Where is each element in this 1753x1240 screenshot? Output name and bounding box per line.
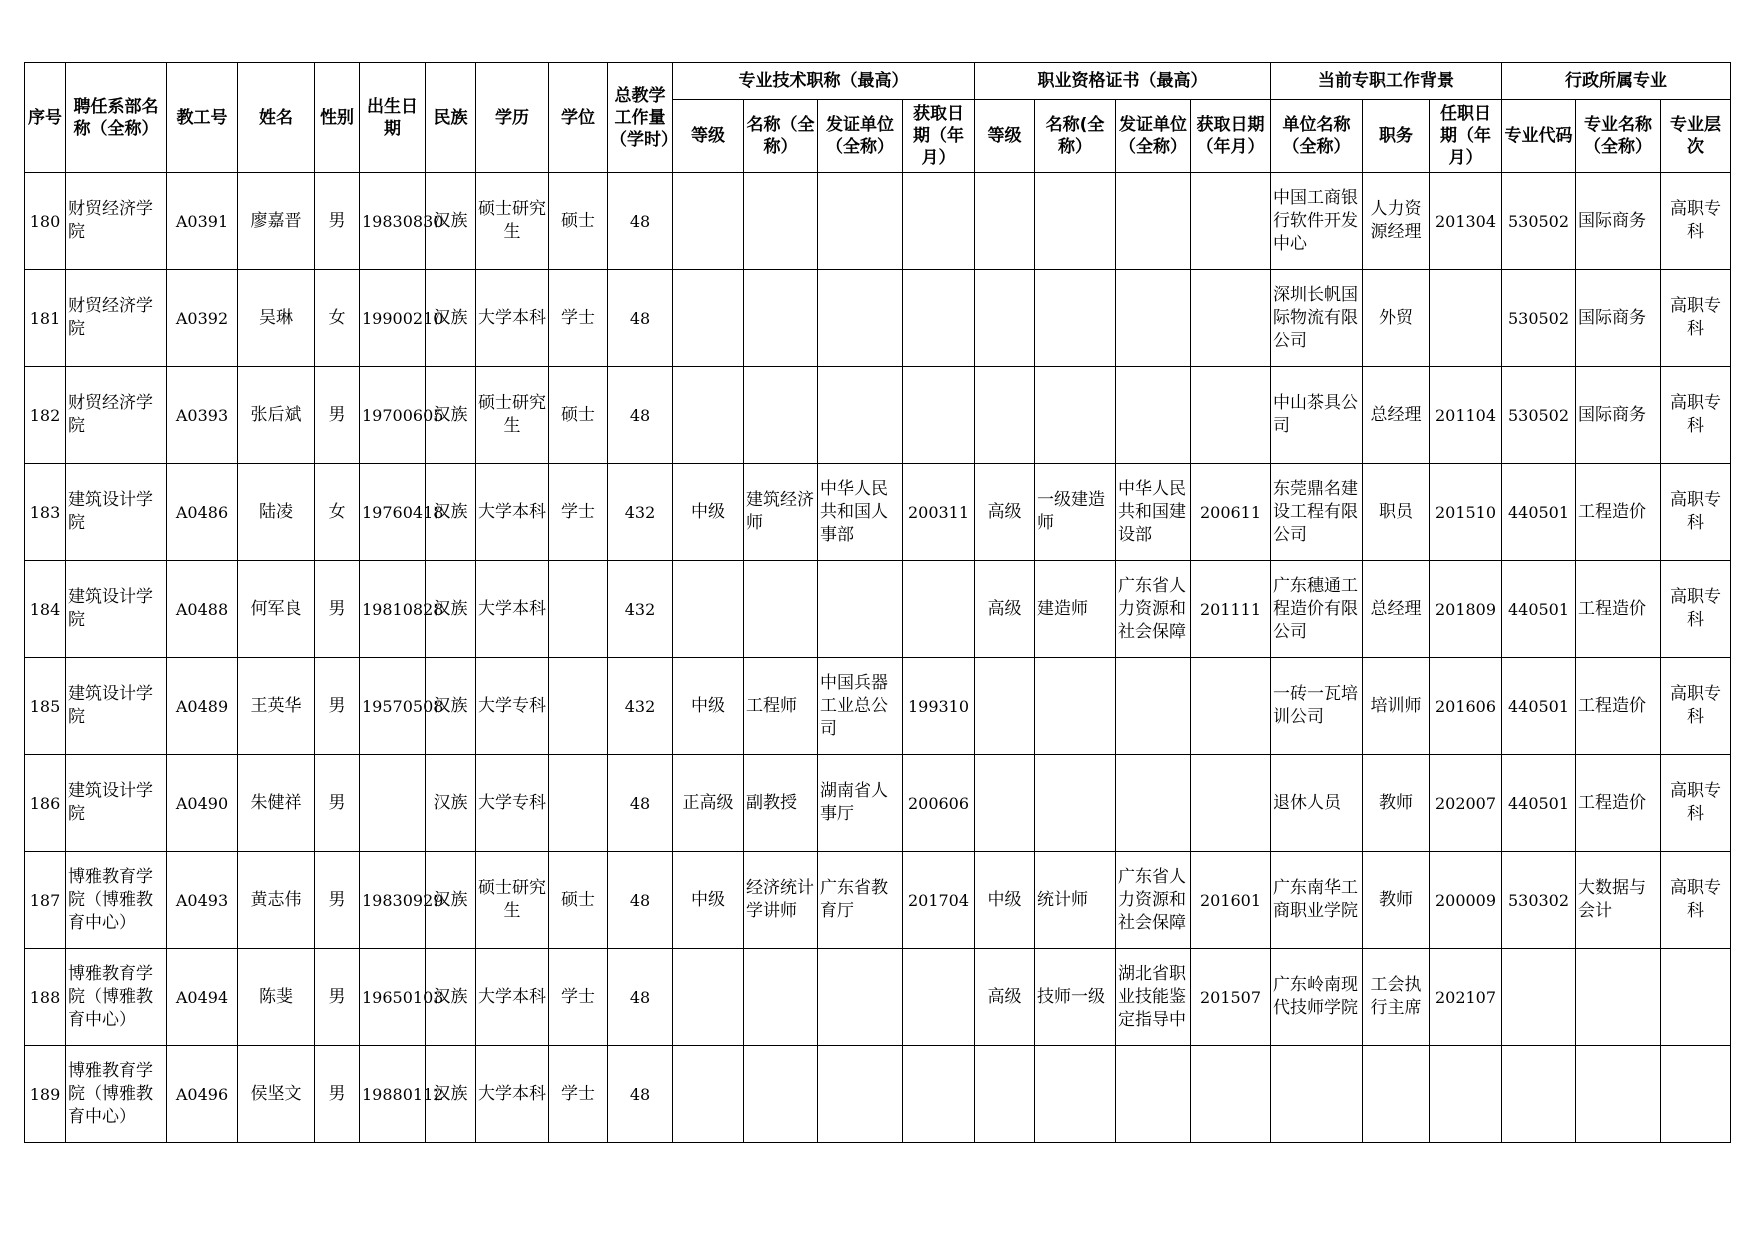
cell-title-obtained <box>903 367 975 464</box>
cell-degree: 学士 <box>549 270 608 367</box>
cell-gender: 男 <box>315 561 360 658</box>
cell-gender: 男 <box>315 367 360 464</box>
cell-start <box>1430 270 1502 367</box>
cell-degree: 硕士 <box>549 367 608 464</box>
cell-position: 工会执行主席 <box>1363 949 1430 1046</box>
cell-birth <box>360 755 426 852</box>
cell-degree: 硕士 <box>549 852 608 949</box>
cell-major-name: 工程造价 <box>1576 561 1661 658</box>
cell-title-name: 副教授 <box>744 755 818 852</box>
cell-company: 深圳长帆国际物流有限公司 <box>1271 270 1363 367</box>
cell-cert-level <box>975 367 1035 464</box>
cell-major-code <box>1502 1046 1576 1143</box>
cell-major-level: 高职专科 <box>1661 658 1731 755</box>
header-company: 单位名称（全称） <box>1271 100 1363 173</box>
cell-title-name <box>744 1046 818 1143</box>
cell-title-issuer: 广东省教育厅 <box>818 852 903 949</box>
cell-birth: 19570508 <box>360 658 426 755</box>
cell-cert-issuer <box>1116 367 1191 464</box>
cell-title-name <box>744 173 818 270</box>
cell-seq: 180 <box>25 173 66 270</box>
cell-hours: 48 <box>608 367 673 464</box>
cell-degree: 学士 <box>549 464 608 561</box>
cell-name: 廖嘉晋 <box>238 173 315 270</box>
cell-hours: 432 <box>608 464 673 561</box>
cell-name: 黄志伟 <box>238 852 315 949</box>
cell-birth: 19810828 <box>360 561 426 658</box>
cell-title-level <box>673 270 744 367</box>
cell-cert-obtained <box>1191 173 1271 270</box>
cell-hours: 48 <box>608 949 673 1046</box>
cell-title-name <box>744 270 818 367</box>
cell-name: 何军良 <box>238 561 315 658</box>
cell-title-issuer: 湖南省人事厅 <box>818 755 903 852</box>
cell-cert-level <box>975 173 1035 270</box>
cell-ethnicity: 汉族 <box>426 755 476 852</box>
table-row <box>25 464 1731 561</box>
cell-ethnicity: 汉族 <box>426 464 476 561</box>
cell-major-level: 高职专科 <box>1661 270 1731 367</box>
cell-seq: 184 <box>25 561 66 658</box>
cell-gender: 男 <box>315 173 360 270</box>
cell-hours: 48 <box>608 852 673 949</box>
cell-major-code: 440501 <box>1502 755 1576 852</box>
cell-title-obtained: 200311 <box>903 464 975 561</box>
cell-dept: 博雅教育学院（博雅教育中心） <box>66 949 167 1046</box>
cell-company: 退休人员 <box>1271 755 1363 852</box>
cell-cert-issuer <box>1116 173 1191 270</box>
cell-company: 一砖一瓦培训公司 <box>1271 658 1363 755</box>
header-cert-issuer: 发证单位（全称） <box>1116 100 1191 173</box>
cell-major-level: 高职专科 <box>1661 367 1731 464</box>
cell-major-name <box>1576 1046 1661 1143</box>
cell-company: 中国工商银行软件开发中心 <box>1271 173 1363 270</box>
cell-major-name: 工程造价 <box>1576 755 1661 852</box>
cell-ethnicity: 汉族 <box>426 949 476 1046</box>
cell-hours: 48 <box>608 1046 673 1143</box>
cell-education: 大学本科 <box>476 464 549 561</box>
cell-education: 大学本科 <box>476 949 549 1046</box>
header-dept: 聘任系部名称（全称） <box>66 63 167 173</box>
cell-cert-issuer: 中华人民共和国建设部 <box>1116 464 1191 561</box>
header-degree: 学位 <box>549 63 608 173</box>
cell-dept: 建筑设计学院 <box>66 561 167 658</box>
header-position: 职务 <box>1363 100 1430 173</box>
cell-dept: 建筑设计学院 <box>66 755 167 852</box>
cell-title-obtained: 200606 <box>903 755 975 852</box>
header-seq: 序号 <box>25 63 66 173</box>
cell-cert-issuer <box>1116 270 1191 367</box>
cell-position: 总经理 <box>1363 561 1430 658</box>
cell-title-level <box>673 367 744 464</box>
header-title-obtained: 获取日期（年月） <box>903 100 975 173</box>
cell-title-level <box>673 173 744 270</box>
cell-ethnicity: 汉族 <box>426 1046 476 1143</box>
table-row <box>25 755 1731 852</box>
table-row <box>25 949 1731 1046</box>
cell-dept: 建筑设计学院 <box>66 464 167 561</box>
cell-major-level: 高职专科 <box>1661 561 1731 658</box>
table-row <box>25 1046 1731 1143</box>
cell-title-issuer <box>818 270 903 367</box>
cell-cert-level: 高级 <box>975 949 1035 1046</box>
cell-company <box>1271 1046 1363 1143</box>
header-title-issuer: 发证单位（全称） <box>818 100 903 173</box>
cell-staff-id: A0490 <box>167 755 238 852</box>
cell-cert-obtained <box>1191 1046 1271 1143</box>
cell-title-issuer <box>818 367 903 464</box>
cell-major-code: 530502 <box>1502 173 1576 270</box>
table-row <box>25 173 1731 270</box>
header-major-code: 专业代码 <box>1502 100 1576 173</box>
cell-hours: 48 <box>608 270 673 367</box>
header-gender: 性别 <box>315 63 360 173</box>
cell-ethnicity: 汉族 <box>426 658 476 755</box>
cell-cert-name <box>1035 755 1116 852</box>
cell-start <box>1430 1046 1502 1143</box>
cell-major-name <box>1576 949 1661 1046</box>
cell-name: 朱健祥 <box>238 755 315 852</box>
cell-title-issuer: 中国兵器工业总公司 <box>818 658 903 755</box>
cell-title-level: 中级 <box>673 852 744 949</box>
header-cert-obtained: 获取日期（年月） <box>1191 100 1271 173</box>
cell-staff-id: A0494 <box>167 949 238 1046</box>
cell-birth: 19880112 <box>360 1046 426 1143</box>
cell-cert-name <box>1035 658 1116 755</box>
header-job-group: 当前专职工作背景 <box>1271 63 1502 100</box>
cell-title-level <box>673 949 744 1046</box>
cell-dept: 财贸经济学院 <box>66 367 167 464</box>
cell-staff-id: A0489 <box>167 658 238 755</box>
cell-company: 东莞鼎名建设工程有限公司 <box>1271 464 1363 561</box>
cell-cert-level: 高级 <box>975 561 1035 658</box>
cell-title-obtained: 199310 <box>903 658 975 755</box>
cell-hours: 432 <box>608 561 673 658</box>
cell-company: 广东穗通工程造价有限公司 <box>1271 561 1363 658</box>
cell-education: 大学本科 <box>476 270 549 367</box>
cell-start: 200009 <box>1430 852 1502 949</box>
header-hours: 总教学工作量（学时） <box>608 63 673 173</box>
table-row <box>25 658 1731 755</box>
cell-dept: 博雅教育学院（博雅教育中心） <box>66 852 167 949</box>
cell-major-code: 440501 <box>1502 464 1576 561</box>
cell-start: 202107 <box>1430 949 1502 1046</box>
cell-degree: 硕士 <box>549 173 608 270</box>
cell-name: 陈斐 <box>238 949 315 1046</box>
header-major-level: 专业层次 <box>1661 100 1731 173</box>
table-row <box>25 561 1731 658</box>
header-education: 学历 <box>476 63 549 173</box>
cell-staff-id: A0392 <box>167 270 238 367</box>
header-start: 任职日期（年月） <box>1430 100 1502 173</box>
cell-birth: 19830929 <box>360 852 426 949</box>
cell-cert-obtained <box>1191 270 1271 367</box>
cell-cert-name <box>1035 173 1116 270</box>
cell-gender: 男 <box>315 949 360 1046</box>
cell-title-obtained <box>903 270 975 367</box>
cell-cert-name <box>1035 1046 1116 1143</box>
cell-ethnicity: 汉族 <box>426 270 476 367</box>
cell-title-name <box>744 949 818 1046</box>
cell-start: 201304 <box>1430 173 1502 270</box>
cell-staff-id: A0391 <box>167 173 238 270</box>
cell-dept: 财贸经济学院 <box>66 173 167 270</box>
cell-education: 硕士研究生 <box>476 852 549 949</box>
cell-hours: 432 <box>608 658 673 755</box>
cell-title-issuer: 中华人民共和国人事部 <box>818 464 903 561</box>
cell-major-code <box>1502 949 1576 1046</box>
cell-position: 培训师 <box>1363 658 1430 755</box>
cell-title-obtained <box>903 949 975 1046</box>
header-cert-level: 等级 <box>975 100 1035 173</box>
cell-major-code: 530502 <box>1502 270 1576 367</box>
cell-cert-issuer: 广东省人力资源和社会保障 <box>1116 852 1191 949</box>
cell-gender: 男 <box>315 658 360 755</box>
cell-seq: 183 <box>25 464 66 561</box>
cell-position: 人力资源经理 <box>1363 173 1430 270</box>
cell-title-obtained <box>903 1046 975 1143</box>
cell-title-name: 工程师 <box>744 658 818 755</box>
cell-gender: 女 <box>315 464 360 561</box>
header-major-name: 专业名称（全称） <box>1576 100 1661 173</box>
cell-cert-level <box>975 270 1035 367</box>
cell-position: 职员 <box>1363 464 1430 561</box>
cell-gender: 男 <box>315 755 360 852</box>
cell-title-obtained: 201704 <box>903 852 975 949</box>
cell-cert-name <box>1035 270 1116 367</box>
cell-staff-id: A0486 <box>167 464 238 561</box>
cell-title-level <box>673 561 744 658</box>
cell-education: 大学本科 <box>476 1046 549 1143</box>
cell-major-level <box>1661 1046 1731 1143</box>
cell-start: 202007 <box>1430 755 1502 852</box>
cell-degree: 学士 <box>549 1046 608 1143</box>
cell-major-level: 高职专科 <box>1661 464 1731 561</box>
cell-degree <box>549 755 608 852</box>
cell-major-name: 国际商务 <box>1576 270 1661 367</box>
header-major-group: 行政所属专业 <box>1502 63 1731 100</box>
cell-start: 201510 <box>1430 464 1502 561</box>
cell-title-name: 建筑经济师 <box>744 464 818 561</box>
cell-major-code: 530302 <box>1502 852 1576 949</box>
cell-gender: 男 <box>315 1046 360 1143</box>
cell-title-name <box>744 561 818 658</box>
cell-cert-level: 高级 <box>975 464 1035 561</box>
cell-major-level <box>1661 949 1731 1046</box>
cell-position: 外贸 <box>1363 270 1430 367</box>
cell-cert-obtained: 201601 <box>1191 852 1271 949</box>
cell-position: 总经理 <box>1363 367 1430 464</box>
cell-cert-issuer: 湖北省职业技能鉴定指导中 <box>1116 949 1191 1046</box>
cell-start: 201809 <box>1430 561 1502 658</box>
cell-staff-id: A0488 <box>167 561 238 658</box>
cell-position: 教师 <box>1363 755 1430 852</box>
header-cert-group: 职业资格证书（最高） <box>975 63 1271 100</box>
header-name: 姓名 <box>238 63 315 173</box>
cell-staff-id: A0493 <box>167 852 238 949</box>
cell-birth: 19650103 <box>360 949 426 1046</box>
cell-seq: 185 <box>25 658 66 755</box>
cell-name: 侯坚文 <box>238 1046 315 1143</box>
header-title-name: 名称（全称） <box>744 100 818 173</box>
cell-title-obtained <box>903 173 975 270</box>
cell-degree <box>549 561 608 658</box>
cell-cert-name <box>1035 367 1116 464</box>
header-staff-id: 教工号 <box>167 63 238 173</box>
cell-cert-level <box>975 658 1035 755</box>
cell-company: 中山茶具公司 <box>1271 367 1363 464</box>
cell-education: 大学本科 <box>476 561 549 658</box>
cell-education: 硕士研究生 <box>476 367 549 464</box>
cell-cert-level <box>975 755 1035 852</box>
cell-company: 广东南华工商职业学院 <box>1271 852 1363 949</box>
header-ethnicity: 民族 <box>426 63 476 173</box>
cell-name: 吴琳 <box>238 270 315 367</box>
cell-seq: 187 <box>25 852 66 949</box>
cell-cert-obtained <box>1191 658 1271 755</box>
cell-seq: 188 <box>25 949 66 1046</box>
cell-cert-obtained <box>1191 367 1271 464</box>
cell-birth: 19760418 <box>360 464 426 561</box>
cell-ethnicity: 汉族 <box>426 561 476 658</box>
cell-cert-issuer: 广东省人力资源和社会保障 <box>1116 561 1191 658</box>
cell-birth: 19700605 <box>360 367 426 464</box>
cell-cert-obtained: 200611 <box>1191 464 1271 561</box>
header-tech-title-group: 专业技术职称（最高） <box>673 63 975 100</box>
cell-birth: 19900210 <box>360 270 426 367</box>
cell-major-code: 440501 <box>1502 658 1576 755</box>
header-birth: 出生日期 <box>360 63 426 173</box>
cell-cert-name: 一级建造师 <box>1035 464 1116 561</box>
cell-gender: 女 <box>315 270 360 367</box>
header-cert-name: 名称(全称） <box>1035 100 1116 173</box>
cell-gender: 男 <box>315 852 360 949</box>
table-row <box>25 852 1731 949</box>
cell-education: 硕士研究生 <box>476 173 549 270</box>
cell-position <box>1363 1046 1430 1143</box>
cell-ethnicity: 汉族 <box>426 852 476 949</box>
cell-title-level: 正高级 <box>673 755 744 852</box>
cell-major-code: 530502 <box>1502 367 1576 464</box>
cell-major-name: 国际商务 <box>1576 173 1661 270</box>
cell-title-issuer <box>818 1046 903 1143</box>
staff-table <box>24 62 1731 1143</box>
cell-title-name: 经济统计学讲师 <box>744 852 818 949</box>
table-body <box>25 173 1731 1143</box>
cell-major-level: 高职专科 <box>1661 852 1731 949</box>
cell-birth: 19830830 <box>360 173 426 270</box>
cell-cert-obtained: 201111 <box>1191 561 1271 658</box>
cell-title-issuer <box>818 949 903 1046</box>
cell-major-name: 工程造价 <box>1576 658 1661 755</box>
cell-title-issuer <box>818 173 903 270</box>
cell-major-code: 440501 <box>1502 561 1576 658</box>
cell-education: 大学专科 <box>476 755 549 852</box>
cell-major-name: 国际商务 <box>1576 367 1661 464</box>
cell-start: 201104 <box>1430 367 1502 464</box>
cell-cert-issuer <box>1116 755 1191 852</box>
cell-title-obtained <box>903 561 975 658</box>
cell-title-level <box>673 1046 744 1143</box>
cell-cert-name: 技师一级 <box>1035 949 1116 1046</box>
cell-dept: 建筑设计学院 <box>66 658 167 755</box>
cell-major-name: 工程造价 <box>1576 464 1661 561</box>
cell-start: 201606 <box>1430 658 1502 755</box>
cell-major-level: 高职专科 <box>1661 755 1731 852</box>
cell-seq: 181 <box>25 270 66 367</box>
table-row <box>25 367 1731 464</box>
cell-staff-id: A0496 <box>167 1046 238 1143</box>
cell-hours: 48 <box>608 173 673 270</box>
cell-company: 广东岭南现代技师学院 <box>1271 949 1363 1046</box>
cell-cert-issuer <box>1116 1046 1191 1143</box>
cell-degree <box>549 658 608 755</box>
cell-title-issuer <box>818 561 903 658</box>
cell-title-level: 中级 <box>673 464 744 561</box>
table-row <box>25 270 1731 367</box>
cell-cert-level: 中级 <box>975 852 1035 949</box>
cell-cert-level <box>975 1046 1035 1143</box>
cell-name: 张后斌 <box>238 367 315 464</box>
cell-seq: 186 <box>25 755 66 852</box>
cell-cert-obtained: 201507 <box>1191 949 1271 1046</box>
cell-name: 陆凌 <box>238 464 315 561</box>
cell-cert-obtained <box>1191 755 1271 852</box>
cell-position: 教师 <box>1363 852 1430 949</box>
cell-staff-id: A0393 <box>167 367 238 464</box>
header-title-level: 等级 <box>673 100 744 173</box>
cell-degree: 学士 <box>549 949 608 1046</box>
cell-education: 大学专科 <box>476 658 549 755</box>
cell-seq: 189 <box>25 1046 66 1143</box>
cell-title-level: 中级 <box>673 658 744 755</box>
cell-major-name: 大数据与会计 <box>1576 852 1661 949</box>
cell-cert-issuer <box>1116 658 1191 755</box>
cell-ethnicity: 汉族 <box>426 367 476 464</box>
cell-name: 王英华 <box>238 658 315 755</box>
cell-dept: 财贸经济学院 <box>66 270 167 367</box>
cell-title-name <box>744 367 818 464</box>
cell-dept: 博雅教育学院（博雅教育中心） <box>66 1046 167 1143</box>
cell-seq: 182 <box>25 367 66 464</box>
cell-cert-name: 统计师 <box>1035 852 1116 949</box>
cell-ethnicity: 汉族 <box>426 173 476 270</box>
cell-cert-name: 建造师 <box>1035 561 1116 658</box>
cell-hours: 48 <box>608 755 673 852</box>
cell-major-level: 高职专科 <box>1661 173 1731 270</box>
